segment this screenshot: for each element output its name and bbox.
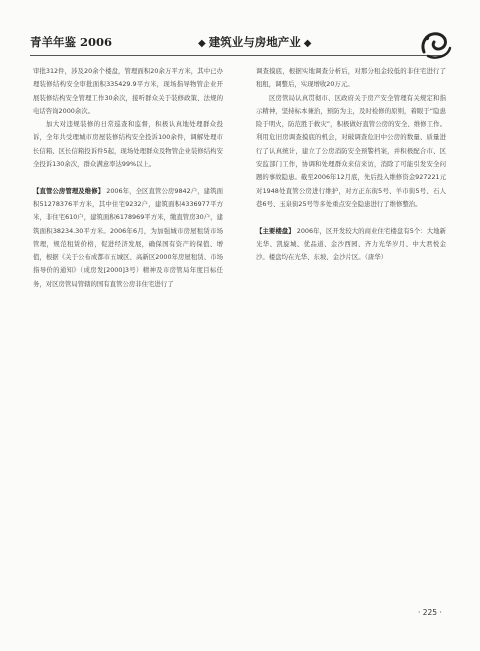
yearbook-logo-icon	[418, 28, 452, 62]
right-column	[256, 65, 446, 264]
paragraph-public-housing	[33, 185, 223, 291]
left-column	[33, 65, 223, 291]
section-title: 建筑业与房地产业	[208, 35, 301, 49]
paragraph: 调查摸底，根据实地调查分析后，对那分租金较低的非住宅进行了租租，调整后，实现增收20万元。	[256, 67, 446, 89]
diamond-ornament-left: ◆	[198, 38, 206, 49]
diamond-ornament-right: ◆	[303, 38, 312, 49]
page-number: · 225 ·	[418, 608, 442, 617]
section-title-line	[195, 34, 314, 50]
paragraph-text: 2006年，区开发较大的商业住宅楼盘有5个：大地新光华、凯旋城、优品道、金沙西园、齐力光华岁月、中大君悦金沙。楼盘均在光华、东坡、金沙片区。（唐华）	[256, 226, 446, 262]
paragraph-major-projects	[256, 225, 446, 265]
paragraph-text: 2006年，全区直管公房9842户，建筑面积51278376平方米，其中住宅9232户，建筑面积4336977平方米，非住宅610户，建筑面积6178969平方米，缴直管房30户，建筑面积38234.30平方米。2006年6月，为加强城市房屋租赁市场管理，规范租赁价格，促进经济发展，确保国有资产的保值、增值，根据《关于公布成都市五城区、高新区2000年房屋租赁、市场指导价的通知》（成房发[2000]3号）精神及市房管局年度目标任务，对区房管局管辖的国有直管公房非住宅进行了	[33, 186, 224, 288]
running-header	[30, 34, 450, 52]
yearbook-title: 青羊年鉴 2006	[30, 35, 113, 49]
keyword-heading: 【主要楼盘】	[256, 226, 295, 235]
paragraph: 区房管局认真贯彻市、区政府关于房产安全管理有关规定和指示精神，坚持标本兼治，预防为主，及时检修的原则，着眼于“隐患险于明火，防范胜于救灾”，积极做好直管公房的安全、维修工作。利用危旧房调查摸底的机会，对破调查危旧中公房的数量、质量进行了认真统计，建立了公房消防安全预警档案，并积极配合市、区安监部门工作，协调和处理群众来信来访，消除了可能引发安全问题的事故隐患。截至2006年12月底，先后投入维修资金927221元对1948处直管公房进行维护，对方正东街5号、羊市街5号、石人巷6号、玉泉街25号等多处重点安全隐患进行了维修整治。	[256, 93, 446, 208]
paragraph: 加大对违规装修的日常巡查和监督，积极认真地处理群众投诉，全年共受理城市房屋装修结构安全投诉100余件，调解处理市长信箱、区长信箱投诉件5起，现场处理群众及物管企业装修结构安全投诉130余次，群众满意率达99%以上。	[33, 120, 223, 169]
keyword-heading: 【直管公房管理及维修】	[33, 186, 105, 195]
header-rule	[30, 55, 442, 56]
paragraph: 审批312件，涉及20余个楼盘，管理面积20余万平方米，其中已办理装修结构安全审批面积335429.9平方米，现场指导物管企业开展装修结构安全管理工作30余次，接听群众关于装修政策、法规的电话咨询2000余次。	[33, 67, 223, 115]
